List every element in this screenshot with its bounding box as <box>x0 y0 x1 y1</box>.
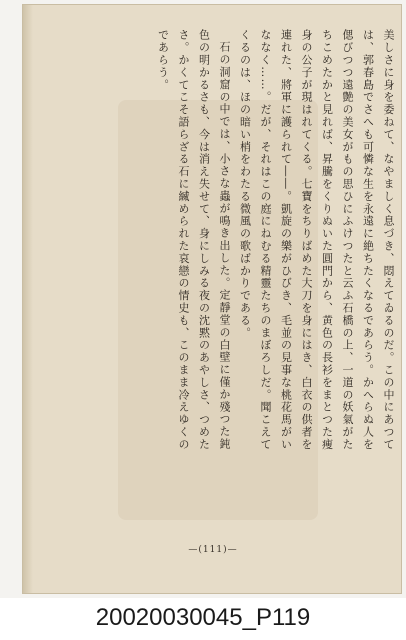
page-binding-shadow <box>23 5 33 593</box>
vertical-body-text <box>78 29 398 549</box>
text-line: 石の洞窟の中では、小さな蟲が鳴き出した。定靜堂の白壁に僅か殘つた鈍 <box>218 41 231 451</box>
text-line: 身の公子が現はれてくる。七寶をちりばめた大刀を身にはき、白衣の供者を <box>300 29 313 451</box>
text-line: であらう。 <box>156 29 170 91</box>
book-page <box>22 4 402 594</box>
image-id-caption: 20020030045_P119 <box>95 604 311 631</box>
text-line: くるのは、ほの暗い梢をわたる微風の歌ばかりである。 <box>238 29 252 339</box>
page-number: —(111)— <box>188 545 238 555</box>
text-line: 色の明かるさも、今は消え失せて、身にしみる夜の沈黙のあやしさ、つめた <box>197 29 211 451</box>
text-line: 美しさに身を委ねて、なやましく息づき、悶えてゐるのだ。この中にあつて <box>382 29 395 451</box>
text-line: は、郭春島でさへも可憐な生を永遠に絶ちたくなるであらう。かへらぬ人を <box>361 29 375 451</box>
text-line: 偲びつつ遠艶の美女がもの思ひにふけつたと云ふ石橋の上、一道の妖氣がた <box>341 29 354 451</box>
text-line: さ。かくてこそ語らざる石に縅められた哀戀の情史も、このまま冷えゆくの <box>177 29 190 451</box>
text-line: ちこめたかと見れば、昇騰をくりぬいた圓門から、黄色の長衫をまとつた痩 <box>320 29 334 451</box>
text-line: ななく……。だが、それはこの庭にねむる精靈たちのまぼろしだ。聞こえて <box>259 29 272 451</box>
text-line: 連れた、將軍に護られて――。凱旋の樂がひびき、毛並の見事な桃花馬がい <box>279 29 293 451</box>
